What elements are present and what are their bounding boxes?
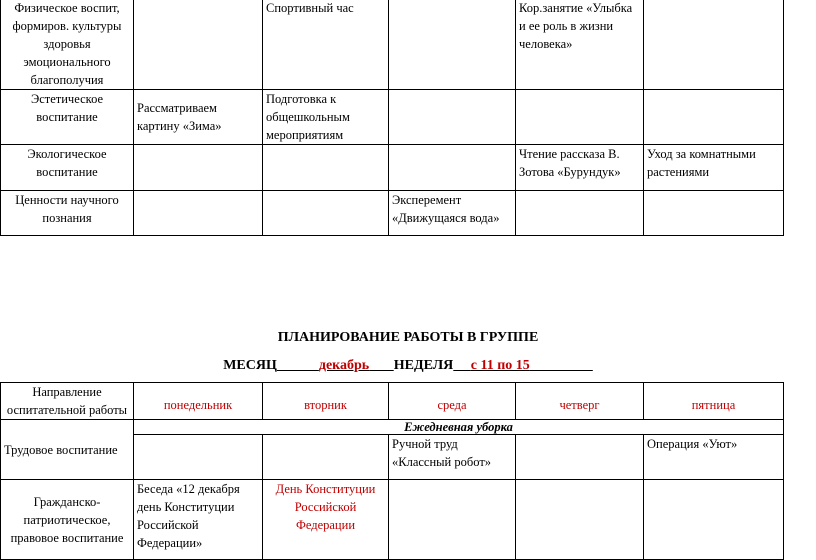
- cell-labor-wed: Ручной труд «Классный робот»: [389, 435, 516, 480]
- week-label: НЕДЕЛЯ: [393, 358, 454, 373]
- cell-civic-thu: [516, 480, 644, 560]
- bottom-plan-table: [0, 382, 784, 560]
- cell-ecological-thu: Чтение рассказа В. Зотова «Бурундук»: [516, 145, 644, 191]
- cell-aesthetic-thu: [516, 90, 644, 145]
- cell-labor-thu: [516, 435, 644, 480]
- daily-cleaning-note: Ежедневная уборка: [134, 420, 784, 435]
- cell-physical-thu: Кор.занятие «Улыбка и ее роль в жизни человека»: [516, 0, 644, 90]
- day-friday: пятница: [644, 383, 784, 420]
- cell-civic-tue: День Конституции Российской Федерации: [263, 480, 389, 560]
- cell-physical-tue: Спортивный час: [263, 0, 389, 90]
- row-label-physical: Физическое воспит, формиров. культуры здоровья эмоционального благополучия: [1, 0, 134, 90]
- row-label-labor: Трудовое воспитание: [1, 420, 134, 480]
- day-thursday: четверг: [516, 383, 644, 420]
- cell-civic-fri: [644, 480, 784, 560]
- page-title: ПЛАНИРОВАНИЕ РАБОТЫ В ГРУППЕ: [277, 330, 539, 345]
- month-value: декабрь: [318, 358, 370, 373]
- header-direction: Направление оспитательной работы: [1, 383, 134, 420]
- row-label-civic: Гражданско-патриотическое, правовое воспитание: [1, 480, 134, 560]
- day-tuesday: вторник: [263, 383, 389, 420]
- week-value: с 11 по 15: [470, 358, 530, 373]
- top-plan-table: [0, 0, 784, 236]
- row-label-science: Ценности научного познания: [1, 191, 134, 236]
- cell-labor-mon: [134, 435, 263, 480]
- table-header-row: [1, 383, 784, 420]
- month-label: МЕСЯЦ: [223, 358, 277, 373]
- cell-aesthetic-wed: [389, 90, 516, 145]
- day-monday: понедельник: [134, 383, 263, 420]
- table-row: [1, 145, 784, 191]
- cell-science-mon: [134, 191, 263, 236]
- cell-civic-wed: [389, 480, 516, 560]
- table-row: [1, 420, 784, 435]
- cell-science-tue: [263, 191, 389, 236]
- row-label-aesthetic: Эстетическое воспитание: [1, 90, 134, 145]
- cell-aesthetic-fri: [644, 90, 784, 145]
- table-row: [1, 480, 784, 560]
- cell-science-thu: [516, 191, 644, 236]
- row-label-ecological: Экологическое воспитание: [1, 145, 134, 191]
- cell-civic-mon: Беседа «12 декабря день Конституции Российской Федерации»: [134, 480, 263, 560]
- cell-ecological-mon: [134, 145, 263, 191]
- cell-aesthetic-tue: Подготовка к общешкольным мероприятиям: [263, 90, 389, 145]
- cell-labor-fri: Операция «Уют»: [644, 435, 784, 480]
- cell-physical-wed: [389, 0, 516, 90]
- day-wednesday: среда: [389, 383, 516, 420]
- month-week-line: [0, 358, 816, 374]
- cell-labor-tue: [263, 435, 389, 480]
- table-row: [1, 191, 784, 236]
- cell-ecological-fri: Уход за комнатными растениями: [644, 145, 784, 191]
- month-value-line: [277, 358, 394, 373]
- cell-science-wed: Эксперемент «Движущаяся вода»: [389, 191, 516, 236]
- week-value-line: [453, 358, 593, 373]
- cell-science-fri: [644, 191, 784, 236]
- table-row: [1, 90, 784, 145]
- cell-aesthetic-mon: Рассматриваем картину «Зима»: [134, 90, 263, 145]
- cell-physical-mon: [134, 0, 263, 90]
- cell-ecological-tue: [263, 145, 389, 191]
- cell-physical-fri: [644, 0, 784, 90]
- cell-ecological-wed: [389, 145, 516, 191]
- table-row: [1, 0, 784, 90]
